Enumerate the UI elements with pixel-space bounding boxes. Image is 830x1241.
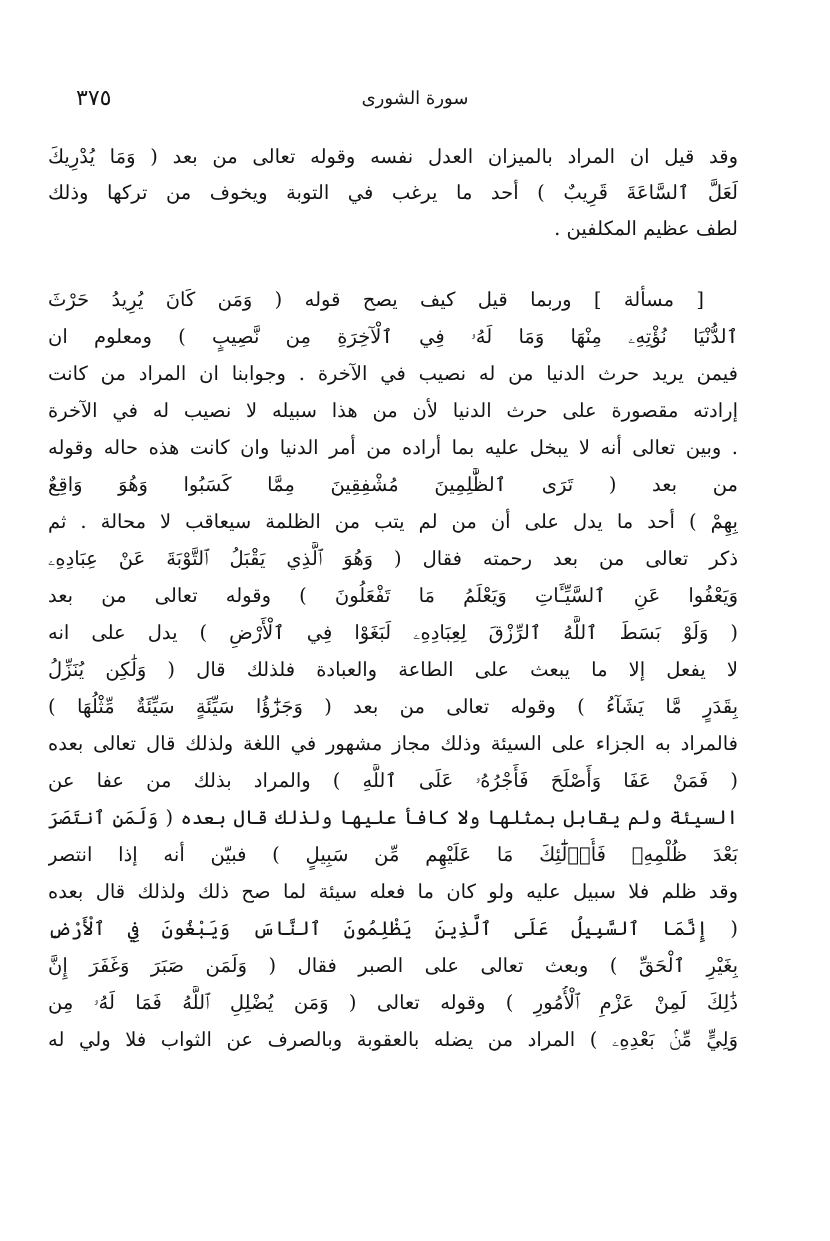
text-line: لطف عظيم المكلفين .	[554, 217, 738, 240]
text-line: السيئة ولم يقابل بمثلها ولا كافأ عليها ولذلك قال بعده ( وَلَمَنِ ٱنتَصَرَ	[48, 806, 738, 829]
text-line: بِغَيْرِ ٱلْحَقِّ ) وبعث تعالى على الصبر فقال ( وَلَمَن صَبَرَ وَغَفَرَ إِنَّ	[48, 954, 738, 977]
text-line: وقد قيل ان المراد بالميزان العدل نفسه وقوله تعالى من بعد ( وَمَا يُدْرِيكَ	[48, 145, 738, 168]
text-line: بِهِمْ ) أحد ما يدل على أن من لم يتب من الظلمة سيعاقب لا محالة . ثم	[48, 510, 738, 533]
text-line: ذَٰلِكَ لَمِنْ عَزْمِ ٱلْأُمُورِ ) وقوله تعالى ( وَمَن يُضْلِلِ ٱللَّهُ فَمَا لَهُۥ مِن	[48, 991, 738, 1014]
text-line: وَلِيٍّ مِّنۢ بَعْدِهِۦ ) المراد من يضله بالعقوبة وبالصرف عن الثواب فلا ولي له	[48, 1028, 738, 1051]
running-title: سورة الشورى	[361, 88, 469, 109]
text-line: ( وَلَوْ بَسَطَ ٱللَّهُ ٱلرِّزْقَ لِعِبَادِهِۦ لَبَغَوْا فِي ٱلْأَرْضِ ) يدل على انه	[48, 621, 738, 644]
text-line: بَعْدَ ظُلْمِهِۦ فَأُو۟لَٰٓئِكَ مَا عَلَيْهِم مِّن سَبِيلٍ ) فبيّن أنه إذا انتصر	[48, 843, 738, 866]
text-line: ٱلدُّنْيَا نُؤْتِهِۦ مِنْهَا وَمَا لَهُۥ فِي ٱلْآخِرَةِ مِن نَّصِيبٍ ) ومعلوم ان	[48, 325, 738, 348]
text-line: من بعد ( تَرَى ٱلظَّٰلِمِينَ مُشْفِقِينَ مِمَّا كَسَبُوا وَهُوَ وَاقِعٌ	[48, 473, 738, 496]
text-line: [ مسألة ] وربما قيل كيف يصح قوله ( وَمَن كَانَ يُرِيدُ حَرْثَ	[48, 288, 704, 311]
text-line: فيمن يريد حرث الدنيا من له نصيب في الآخرة . وجوابنا ان المراد من كانت	[48, 362, 738, 385]
text-line: إرادته مقصورة على حرث الدنيا لأن من هذا سبيله لا نصيب له في الآخرة	[48, 399, 738, 422]
text-line: ( إِنَّمَا ٱلسَّبِيلُ عَلَى ٱلَّذِينَ يَظْلِمُونَ ٱلنَّاسَ وَيَبْغُونَ فِي ٱلْأَرْضِ	[48, 917, 738, 940]
text-line: بِقَدَرٍ مَّا يَشَآءُ ) وقوله تعالى من بعد ( وَجَزَٰٓؤُا سَيِّئَةٍ سَيِّئَةٌ مِّثْلُهَا )	[48, 695, 738, 718]
text-line: وقد ظلم فلا سبيل عليه ولو كان ما فعله سيئة لما صح ذلك ولذلك قال بعده	[48, 880, 738, 903]
text-line: لَعَلَّ ٱلسَّاعَةَ قَرِيبٌ ) أحد ما يرغب في التوبة ويخوف من تركها وذلك	[48, 181, 738, 204]
text-line: فالمراد به الجزاء على السيئة وذلك مجاز مشهور في اللغة ولذلك قال تعالى بعده	[48, 732, 738, 755]
text-line: وَيَعْفُوا عَنِ ٱلسَّيِّـَٔاتِ وَيَعْلَمُ مَا تَفْعَلُونَ ) وقوله تعالى من بعد	[48, 584, 738, 607]
page-header	[0, 84, 830, 114]
page-number: ٣٧٥	[76, 86, 112, 111]
text-line: . وبين تعالى أنه لا يبخل عليه بما أراده من أمر الدنيا وان كانت هذه حاله وقوله	[48, 436, 738, 459]
text-line: لا يفعل إلا ما يبعث على الطاعة والعبادة فلذلك قال ( وَلَٰكِن يُنَزِّلُ	[48, 658, 738, 681]
text-line: ذكر تعالى من بعد رحمته فقال ( وَهُوَ ٱلَّذِي يَقْبَلُ ٱلتَّوْبَةَ عَنْ عِبَادِهِۦ	[48, 547, 738, 570]
text-line: ( فَمَنْ عَفَا وَأَصْلَحَ فَأَجْرُهُۥ عَلَى ٱللَّهِ ) والمراد بذلك من عفا عن	[48, 769, 738, 792]
